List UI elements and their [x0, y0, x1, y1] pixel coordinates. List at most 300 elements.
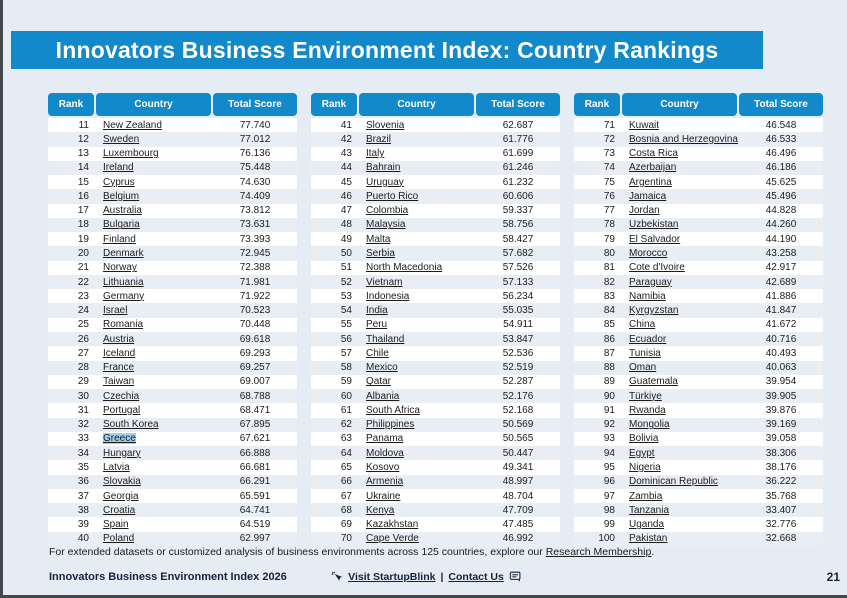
- score-cell: 54.911: [503, 319, 533, 331]
- score-cell: 39.058: [765, 433, 797, 445]
- score-cell: 57.526: [502, 262, 534, 274]
- country-link[interactable]: Israel: [103, 305, 128, 317]
- total-score-column-header: Total Score: [476, 93, 560, 116]
- score-cell: 33.407: [765, 504, 797, 516]
- rank-cell: 65: [340, 462, 352, 473]
- score-cell: 45.625: [765, 176, 797, 188]
- table-row: [311, 418, 560, 432]
- country-link[interactable]: Ireland: [103, 162, 134, 174]
- country-cell: [357, 219, 476, 230]
- table-header-row: [48, 93, 297, 116]
- country-link[interactable]: Kuwait: [629, 119, 660, 131]
- score-cell: 64.519: [239, 519, 271, 531]
- score-cell: 57.682: [502, 248, 534, 260]
- country-link[interactable]: Qatar: [366, 376, 392, 388]
- table-row: [574, 532, 823, 546]
- country-link[interactable]: Malta: [366, 233, 391, 245]
- country-link[interactable]: Sweden: [103, 133, 140, 145]
- rank-cell: 97: [603, 490, 615, 502]
- country-link[interactable]: Ukraine: [366, 490, 401, 502]
- rank-cell: 54: [340, 305, 352, 317]
- rank-cell: 82: [603, 276, 615, 288]
- country-cell: [94, 177, 213, 188]
- table-row: [311, 346, 560, 360]
- country-column-header: Country: [359, 93, 474, 116]
- score-cell: 55.035: [502, 305, 534, 317]
- score-cell: 71.922: [239, 290, 271, 302]
- score-cell: 44.828: [765, 205, 797, 217]
- rank-column-header: Rank: [48, 93, 94, 116]
- rank-cell: 92: [603, 419, 615, 431]
- table-row: [574, 403, 823, 417]
- country-cell: [357, 462, 476, 473]
- country-link[interactable]: China: [629, 319, 656, 331]
- rank-cell: 36: [77, 476, 89, 488]
- country-link[interactable]: Panama: [366, 433, 404, 445]
- country-link[interactable]: Belgium: [103, 190, 140, 202]
- country-link[interactable]: Iceland: [103, 347, 136, 359]
- score-cell: 70.448: [239, 319, 271, 331]
- country-link[interactable]: Kosovo: [366, 462, 400, 473]
- table-row: [574, 289, 823, 303]
- page-number: 21: [826, 570, 840, 584]
- country-link[interactable]: Dominican Republic: [629, 476, 718, 488]
- rank-cell: 17: [77, 205, 89, 217]
- score-cell: 61.699: [502, 148, 534, 160]
- score-cell: 74.630: [239, 176, 271, 188]
- country-link[interactable]: Kazakhstan: [366, 519, 419, 531]
- table-row: [311, 503, 560, 517]
- score-cell: 69.618: [239, 333, 271, 345]
- country-link[interactable]: Portugal: [103, 404, 141, 416]
- country-cell: [620, 433, 739, 444]
- rank-cell: 84: [603, 305, 615, 317]
- country-link[interactable]: Cyprus: [103, 176, 135, 188]
- score-cell: 39.876: [765, 404, 797, 416]
- country-link[interactable]: Bolivia: [629, 433, 659, 445]
- table-row: [574, 232, 823, 246]
- table-row: [574, 346, 823, 360]
- rank-cell: 88: [603, 362, 615, 374]
- country-link[interactable]: Poland: [103, 533, 135, 545]
- score-cell: 41.672: [765, 319, 797, 331]
- table-row: [48, 232, 297, 246]
- country-link[interactable]: Mexico: [366, 362, 398, 374]
- country-cell: [94, 376, 213, 387]
- country-link[interactable]: Paraguay: [629, 276, 672, 288]
- country-link[interactable]: Philippines: [366, 419, 415, 431]
- table-row: [574, 475, 823, 489]
- country-cell: [94, 162, 213, 173]
- table-row: [48, 261, 297, 275]
- rank-cell: 43: [340, 148, 352, 160]
- table-row: [574, 489, 823, 503]
- country-link[interactable]: Austria: [103, 333, 135, 345]
- country-link[interactable]: Norway: [103, 262, 137, 274]
- report-title-footer: Innovators Business Environment Index 2026: [49, 571, 287, 583]
- rank-cell: 45: [340, 176, 352, 188]
- rank-cell: 51: [340, 262, 352, 274]
- country-link[interactable]: Albania: [366, 390, 400, 402]
- rank-cell: 60: [340, 390, 352, 402]
- country-link[interactable]: Uzbekistan: [629, 219, 679, 231]
- score-cell: 66.681: [239, 462, 271, 473]
- country-cell: [357, 177, 476, 188]
- table-row: [48, 289, 297, 303]
- score-cell: 73.812: [239, 205, 271, 217]
- table-row: [574, 517, 823, 531]
- country-cell: [357, 433, 476, 444]
- country-link[interactable]: Nigeria: [629, 462, 661, 473]
- table-row: [574, 204, 823, 218]
- country-cell: [94, 191, 213, 202]
- table-row: [311, 389, 560, 403]
- table-row: [574, 318, 823, 332]
- rank-cell: 53: [340, 290, 352, 302]
- table-row: [48, 204, 297, 218]
- rank-table-2: [311, 93, 560, 546]
- country-cell: [357, 319, 476, 330]
- rank-cell: 52: [340, 276, 352, 288]
- country-link[interactable]: Georgia: [103, 490, 139, 502]
- table-row: [48, 132, 297, 146]
- country-link[interactable]: Denmark: [103, 248, 144, 260]
- table-row: [48, 432, 297, 446]
- country-link[interactable]: Slovenia: [366, 119, 405, 131]
- score-cell: 72.945: [239, 248, 271, 260]
- score-cell: 43.258: [765, 248, 797, 260]
- country-cell: [357, 476, 476, 487]
- country-link[interactable]: Argentina: [629, 176, 672, 188]
- country-link[interactable]: Azerbaijan: [629, 162, 677, 174]
- rank-cell: 21: [77, 262, 89, 274]
- score-cell: 50.569: [502, 419, 534, 431]
- rank-cell: 56: [340, 333, 352, 345]
- country-link[interactable]: Guatemala: [629, 376, 678, 388]
- country-cell: [94, 234, 213, 245]
- table-row: [311, 432, 560, 446]
- country-link[interactable]: Finland: [103, 233, 136, 245]
- country-link[interactable]: Morocco: [629, 248, 668, 260]
- country-link[interactable]: Spain: [103, 519, 129, 531]
- country-link[interactable]: Uganda: [629, 519, 665, 531]
- rank-cell: 16: [77, 190, 89, 202]
- score-cell: 49.341: [502, 462, 534, 473]
- table-row: [48, 303, 297, 317]
- table-row: [311, 318, 560, 332]
- country-link[interactable]: Egypt: [629, 447, 655, 459]
- table-row: [48, 118, 297, 132]
- chat-bubble-icon: [509, 571, 522, 583]
- country-cell: [94, 305, 213, 316]
- rank-cell: 76: [603, 190, 615, 202]
- score-cell: 72.388: [239, 262, 271, 274]
- table-row: [574, 460, 823, 474]
- table-row: [574, 303, 823, 317]
- rank-cell: 38: [77, 504, 89, 516]
- rank-cell: 14: [77, 162, 89, 174]
- rank-cell: 86: [603, 333, 615, 345]
- table-row: [311, 246, 560, 260]
- country-link[interactable]: Slovakia: [103, 476, 141, 488]
- table-row: [311, 332, 560, 346]
- table-row: [48, 175, 297, 189]
- country-link[interactable]: Peru: [366, 319, 388, 331]
- country-link[interactable]: Colombia: [366, 205, 409, 217]
- country-link[interactable]: Vietnam: [366, 276, 403, 288]
- country-cell: [94, 476, 213, 487]
- score-cell: 66.291: [239, 476, 271, 488]
- country-cell: [357, 348, 476, 359]
- rank-cell: 70: [340, 533, 352, 545]
- country-link[interactable]: Tanzania: [629, 504, 670, 516]
- country-link[interactable]: Uruguay: [366, 176, 404, 188]
- table-row: [48, 446, 297, 460]
- table-row: [48, 246, 297, 260]
- score-cell: 77.740: [239, 119, 271, 131]
- score-cell: 68.471: [239, 404, 271, 416]
- score-cell: 71.981: [239, 276, 271, 288]
- rank-cell: 15: [77, 176, 89, 188]
- country-cell: [357, 277, 476, 288]
- table-row: [48, 318, 297, 332]
- table-row: [311, 232, 560, 246]
- country-link[interactable]: Puerto Rico: [366, 190, 419, 202]
- rank-cell: 62: [340, 419, 352, 431]
- country-cell: [620, 234, 739, 245]
- country-link[interactable]: North Macedonia: [366, 262, 443, 274]
- page-footer: [3, 566, 847, 592]
- country-link[interactable]: Rwanda: [629, 404, 666, 416]
- score-cell: 39.905: [765, 390, 797, 402]
- rank-cell: 63: [340, 433, 352, 445]
- country-link[interactable]: Armenia: [366, 476, 404, 488]
- country-cell: [357, 205, 476, 216]
- country-link[interactable]: New Zealand: [103, 119, 162, 131]
- country-cell: [94, 348, 213, 359]
- rank-cell: 67: [340, 490, 352, 502]
- country-link[interactable]: Australia: [103, 205, 142, 217]
- rank-cell: 18: [77, 219, 89, 231]
- score-cell: 69.293: [239, 347, 271, 359]
- country-link[interactable]: Bahrain: [366, 162, 401, 174]
- rank-column-header: Rank: [574, 93, 620, 116]
- table-row: [48, 361, 297, 375]
- table-row: [48, 147, 297, 161]
- rank-column-header: Rank: [311, 93, 357, 116]
- country-link[interactable]: Brazil: [366, 133, 392, 145]
- country-link[interactable]: Indonesia: [366, 290, 410, 302]
- visit-startupblink-link[interactable]: Visit StartupBlink: [348, 571, 436, 583]
- country-link[interactable]: Bulgaria: [103, 219, 140, 231]
- country-cell: [94, 491, 213, 502]
- rank-cell: 33: [77, 433, 89, 445]
- rank-cell: 39: [77, 519, 89, 531]
- rank-cell: 87: [603, 347, 615, 359]
- table-header-row: [574, 93, 823, 116]
- country-link[interactable]: Costa Rica: [629, 148, 678, 160]
- rank-cell: 99: [603, 519, 615, 531]
- score-cell: 41.886: [765, 290, 797, 302]
- country-link[interactable]: Kenya: [366, 504, 395, 516]
- country-link[interactable]: Tunisia: [629, 347, 661, 359]
- country-link[interactable]: Latvia: [103, 462, 130, 473]
- table-row: [311, 532, 560, 546]
- score-cell: 44.190: [765, 233, 797, 245]
- table-row: [311, 446, 560, 460]
- score-cell: 48.997: [502, 476, 534, 488]
- rank-cell: 91: [603, 404, 615, 416]
- country-cell: [620, 191, 739, 202]
- country-link[interactable]: India: [366, 305, 388, 317]
- table-row: [48, 503, 297, 517]
- country-cell: [357, 519, 476, 530]
- country-link[interactable]: Moldova: [366, 447, 404, 459]
- country-cell: [357, 262, 476, 273]
- score-cell: 77.012: [239, 133, 271, 145]
- country-cell: [94, 205, 213, 216]
- table-row: [574, 261, 823, 275]
- table-row: [48, 161, 297, 175]
- score-cell: 57.133: [502, 276, 534, 288]
- country-cell: [357, 448, 476, 459]
- country-link[interactable]: Germany: [103, 290, 145, 302]
- score-cell: 46.548: [765, 119, 797, 131]
- score-cell: 73.631: [239, 219, 271, 231]
- score-cell: 32.776: [765, 519, 797, 531]
- country-link[interactable]: El Salvador: [629, 233, 681, 245]
- country-link[interactable]: Croatia: [103, 504, 136, 516]
- contact-us-link[interactable]: Contact Us: [448, 571, 504, 583]
- score-cell: 39.169: [765, 419, 797, 431]
- country-cell: [357, 248, 476, 259]
- country-link[interactable]: Bosnia and Herzegovina: [629, 133, 738, 145]
- country-column-header: Country: [622, 93, 737, 116]
- country-cell: [94, 262, 213, 273]
- country-link[interactable]: Cote d'Ivoire: [629, 262, 685, 274]
- table-row: [574, 432, 823, 446]
- score-cell: 65.591: [239, 490, 271, 502]
- rank-cell: 13: [77, 148, 89, 160]
- table-row: [311, 204, 560, 218]
- score-cell: 58.756: [502, 219, 534, 231]
- research-membership-link[interactable]: Research Membership: [545, 546, 652, 558]
- score-cell: 60.606: [502, 190, 534, 202]
- score-cell: 70.523: [239, 305, 271, 317]
- score-cell: 67.895: [239, 419, 271, 431]
- country-link[interactable]: Zambia: [629, 490, 663, 502]
- country-link[interactable]: Mongolia: [629, 419, 670, 431]
- country-link[interactable]: Ecuador: [629, 333, 667, 345]
- rank-cell: 58: [340, 362, 352, 374]
- country-link[interactable]: Chile: [366, 347, 389, 359]
- country-cell: [94, 148, 213, 159]
- rank-cell: 41: [340, 119, 352, 131]
- country-link[interactable]: Serbia: [366, 248, 395, 260]
- country-cell: [620, 519, 739, 530]
- country-link[interactable]: Kyrgyzstan: [629, 305, 679, 317]
- country-cell: [620, 476, 739, 487]
- country-cell: [94, 134, 213, 145]
- country-cell: [357, 362, 476, 373]
- rank-cell: 59: [340, 376, 352, 388]
- rank-cell: 55: [340, 319, 352, 331]
- extended-datasets-note: [49, 546, 654, 558]
- rank-cell: 94: [603, 447, 615, 459]
- country-cell: [357, 376, 476, 387]
- score-cell: 46.992: [502, 533, 534, 545]
- country-link[interactable]: Taiwan: [103, 376, 135, 388]
- table-row: [311, 303, 560, 317]
- table-row: [48, 403, 297, 417]
- table-body: [311, 118, 560, 546]
- table-row: [48, 375, 297, 389]
- table-row: [574, 175, 823, 189]
- score-cell: 56.234: [502, 290, 534, 302]
- country-cell: [357, 148, 476, 159]
- score-cell: 38.306: [765, 447, 797, 459]
- score-cell: 41.847: [765, 305, 797, 317]
- country-cell: [94, 405, 213, 416]
- country-link[interactable]: Hungary: [103, 447, 141, 459]
- page-title: Innovators Business Environment Index: Country Rankings: [11, 31, 763, 69]
- country-cell: [620, 391, 739, 402]
- table-row: [574, 118, 823, 132]
- country-cell: [94, 519, 213, 530]
- country-link[interactable]: Thailand: [366, 333, 405, 345]
- country-link[interactable]: Luxembourg: [103, 148, 159, 160]
- rank-cell: 30: [77, 390, 89, 402]
- score-cell: 75.448: [239, 162, 271, 174]
- country-link[interactable]: Romania: [103, 319, 144, 331]
- score-cell: 42.689: [765, 276, 797, 288]
- country-link[interactable]: Pakistan: [629, 533, 668, 545]
- country-link[interactable]: Lithuania: [103, 276, 144, 288]
- country-link[interactable]: Italy: [366, 148, 385, 160]
- country-cell: [94, 362, 213, 373]
- country-link[interactable]: Oman: [629, 362, 657, 374]
- country-link[interactable]: Greece: [103, 433, 136, 445]
- country-cell: [620, 248, 739, 259]
- table-row: [311, 189, 560, 203]
- country-link[interactable]: South Africa: [366, 404, 420, 416]
- rank-cell: 37: [77, 490, 89, 502]
- table-row: [311, 175, 560, 189]
- country-link[interactable]: France: [103, 362, 135, 374]
- country-cell: [94, 448, 213, 459]
- score-cell: 69.257: [239, 362, 271, 374]
- table-row: [48, 346, 297, 360]
- score-cell: 64.741: [239, 504, 271, 516]
- country-link[interactable]: Jordan: [629, 205, 660, 217]
- country-cell: [620, 448, 739, 459]
- score-cell: 59.337: [502, 205, 534, 217]
- table-row: [311, 361, 560, 375]
- country-link[interactable]: Cape Verde: [366, 533, 419, 545]
- score-cell: 50.565: [502, 433, 534, 445]
- country-link[interactable]: Czechia: [103, 390, 140, 402]
- rank-cell: 50: [340, 248, 352, 260]
- country-link[interactable]: Namibia: [629, 290, 666, 302]
- country-link[interactable]: Malaysia: [366, 219, 406, 231]
- table-row: [574, 161, 823, 175]
- country-link[interactable]: South Korea: [103, 419, 159, 431]
- country-link[interactable]: Türkiye: [629, 390, 662, 402]
- country-cell: [94, 291, 213, 302]
- rank-cell: 12: [77, 133, 89, 145]
- country-link[interactable]: Jamaica: [629, 190, 667, 202]
- rank-cell: 24: [77, 305, 89, 317]
